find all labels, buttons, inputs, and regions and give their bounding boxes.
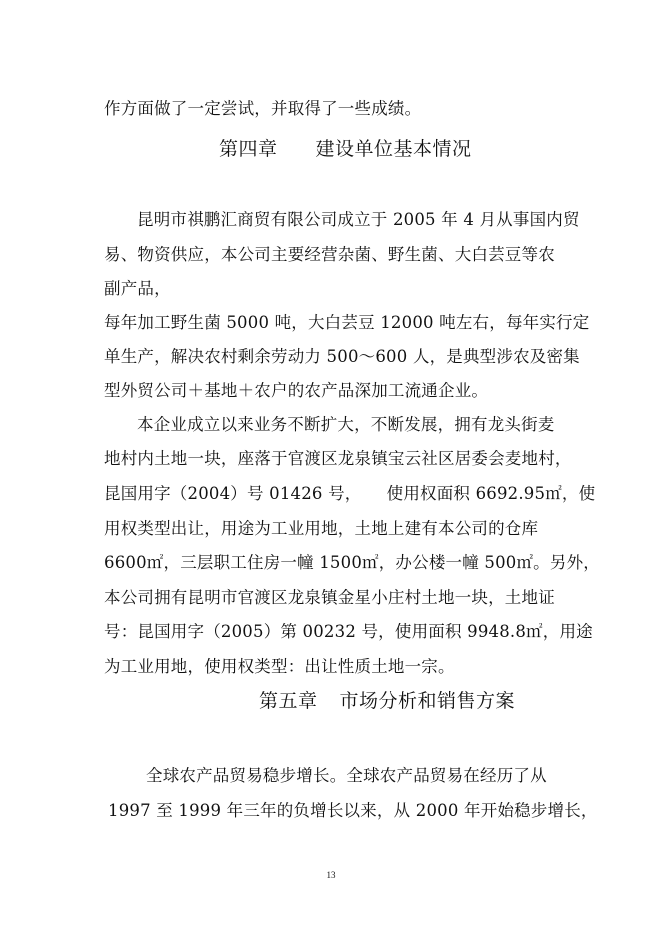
chapter5-para1-line: 1997 至 1999 年三年的负增长以来，从 2000 年开始稳步增长， xyxy=(108,801,598,820)
chapter4-para3-line: 本公司拥有昆明市官渡区龙泉镇金星小庄村土地一块，土地证 xyxy=(104,588,555,607)
chapter4-para3-line: 6600㎡，三层职工住房一幢 1500㎡，办公楼一幢 500㎡。另外， xyxy=(104,553,600,572)
chapter4-heading xyxy=(219,137,472,161)
chapter4-para3-line: 为工业用地，使用权类型：出让性质土地一宗。 xyxy=(104,657,455,676)
intro-tail-line: 作方面做了一定尝试，并取得了一些成绩。 xyxy=(104,99,422,118)
chapter4-para3-line: 用权类型出让，用途为工业用地，土地上建有本公司的仓库 xyxy=(104,519,539,538)
chapter5-number: 第五章 xyxy=(259,690,318,712)
chapter4-para2-line: 型外贸公司＋基地＋农户的农产品深加工流通企业。 xyxy=(104,381,489,400)
chapter5-heading xyxy=(259,689,515,713)
chapter4-para1-line: 易、物资供应，本公司主要经营杂菌、野生菌、大白芸豆等农 xyxy=(104,245,555,264)
page-number: 13 xyxy=(326,870,336,880)
chapter4-para3-line: 昆国用字（2004）号 01426 号， 使用权面积 6692.95㎡，使 xyxy=(104,484,596,503)
chapter4-para3-line: 本企业成立以来业务不断扩大，不断发展，拥有龙头街麦 xyxy=(137,415,555,434)
chapter4-number: 第四章 xyxy=(219,138,278,160)
chapter4-para1-line: 副产品， xyxy=(104,279,171,298)
chapter5-para1-line: 全球农产品贸易稳步增长。全球农产品贸易在经历了从 xyxy=(146,766,547,785)
chapter4-para3-line: 号：昆国用字（2005）第 00232 号，使用面积 9948.8㎡，用途 xyxy=(104,622,593,641)
chapter4-para2-line: 单生产，解决农村剩余劳动力 500～600 人，是典型涉农及密集 xyxy=(104,347,580,366)
chapter4-para2-line: 每年加工野生菌 5000 吨，大白芸豆 12000 吨左右，每年实行定 xyxy=(104,313,590,332)
chapter4-para3-line: 地村内土地一块，座落于官渡区龙泉镇宝云社区居委会麦地村， xyxy=(104,449,572,468)
chapter4-para1-line: 昆明市祺鹏汇商贸有限公司成立于 2005 年 4 月从事国内贸 xyxy=(137,210,580,229)
chapter4-title: 建设单位基本情况 xyxy=(315,138,472,160)
chapter5-title: 市场分析和销售方案 xyxy=(339,690,516,712)
